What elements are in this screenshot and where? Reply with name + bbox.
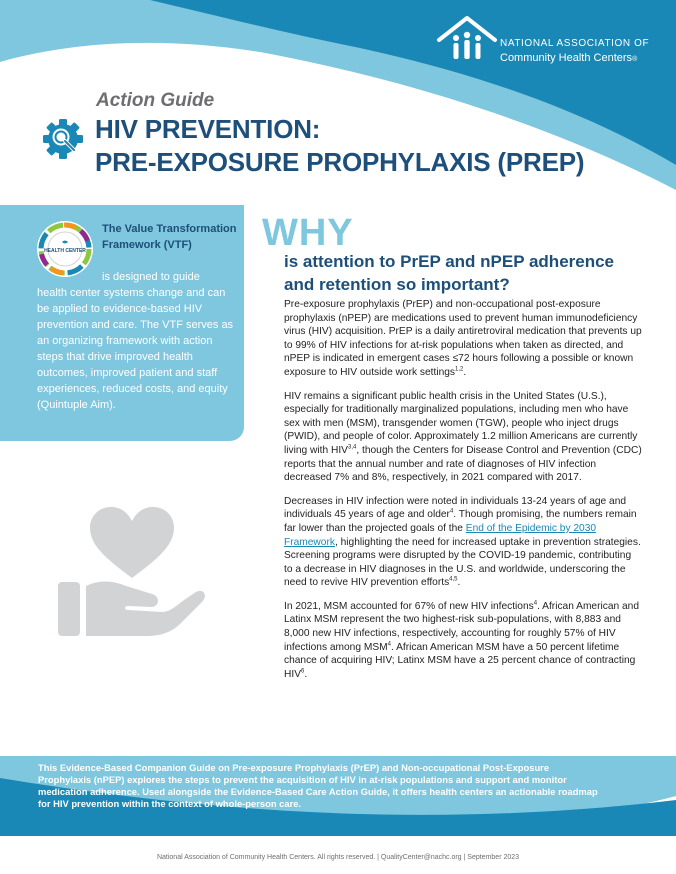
vtf-title: The Value Transformation Framework (VTF) [102, 223, 237, 251]
why-subheading: is attention to PrEP and nPEP adherence and retention so important? [284, 252, 615, 294]
paragraph-3: Decreases in HIV infection were noted in individuals 13-24 years of age and individuals 45 years of age and older$^4$. Though promising, the numbers remain far lower than the projected goals of the End of the Epidemic by 2030 Framework, highlighting the need for increased uptake in prevention strategies. Screening programs were disrupted by the COVID-19 pandemic, contributing to a decrease in HIV diagnoses in the U.S. and worldwide, underscoring the need to revive HIV prevention efforts$^{4,5}$. [284, 495, 641, 589]
badge-center-text: HEALTH CENTER [44, 248, 86, 254]
end-the-epidemic-link[interactable]: End of the Epidemic by 2030 Framework [284, 522, 597, 548]
heart-in-hand-icon [56, 500, 206, 640]
vtf-body: health center systems change and can be applied to evidence-based HIV prevention and care. The VTF serves as an organizing framework with action steps that drive improved health outcomes, improved patient and staff experiences, reduced costs, and equity (Quintuple Aim). [37, 287, 234, 411]
title-line-2: PRE-EXPOSURE PROPHYLAXIS (PREP) [95, 147, 585, 177]
why-heading: WHY [262, 212, 354, 254]
why-body [284, 298, 642, 691]
paragraph-1: Pre-exposure prophylaxis (PrEP) and non-occupational post-exposure prophylaxis (nPEP) are medications used to prevent human immunodeficiency virus (HIV) acquisition. PrEP is a daily antiretroviral medication that prevents up to 99% of HIV infections for at-risk populations when taken as directed, and nPEP is indicated in emergent cases ≤72 hours following a possible or known exposure to HIV outside work settings$^{1,2}$. [284, 299, 642, 378]
nachc-logo [436, 14, 649, 67]
org-name-line1: NATIONAL ASSOCIATION OF [500, 38, 650, 49]
kicker-label: Action Guide [96, 90, 215, 111]
house-people-logo-icon [436, 14, 498, 66]
paragraph-2: HIV remains a significant public health crisis in the United States (U.S.), especially for traditionally marginalized populations, including men who have sex with men (MSM), transgender women (TGW), people who inject drugs (PWID), and people of color. Approximately 1.2 million Americans are currently living with HIV$^{3,4}$, though the Centers for Disease Control and Prevention (CDC) reports that the annual number and rate of diagnoses of HIV infection decreased 7% and 8%, respectively, in 2021 compared with 2017. [284, 390, 642, 484]
org-name-line2: Community Health Centers® [500, 52, 638, 64]
vtf-body-lead: is designed to guide [102, 271, 200, 283]
vtf-wheel-badge-icon [36, 220, 94, 278]
footer-text: National Association of Community Health Centers. All rights reserved. | QualityCenter@nachc.org | September 2023 [156, 854, 520, 861]
paragraph-4: In 2021, MSM accounted for 67% of new HIV infections$^4$. African American and Latinx MSM represent the two highest-risk sub-populations, with 8,883 and 8,000 new HIV infections, respectively, accounting for roughly 57% of HIV infections among MSM$^4$. African American MSM have a 50 percent lifetime chance of acquiring HIV; Latinx MSM have a 25 percent chance of contracting HIV$^6$. [284, 600, 640, 680]
gear-magnifier-icon [40, 116, 86, 162]
page-title [95, 113, 584, 179]
title-line-1: HIV PREVENTION: [95, 114, 321, 144]
companion-guide-summary: This Evidence-Based Companion Guide on Pre-exposure Prophylaxis (PrEP) and Non-occupational Post-Exposure Prophylaxis (nPEP) explores the steps to prevent the acquisition of HIV in at-risk populations and support and monitor medication adherence. Used alongside the Evidence-Based Care Action Guide, it offers health centers an actionable roadmap for HIV prevention within the context of whole-person care. [38, 762, 598, 809]
